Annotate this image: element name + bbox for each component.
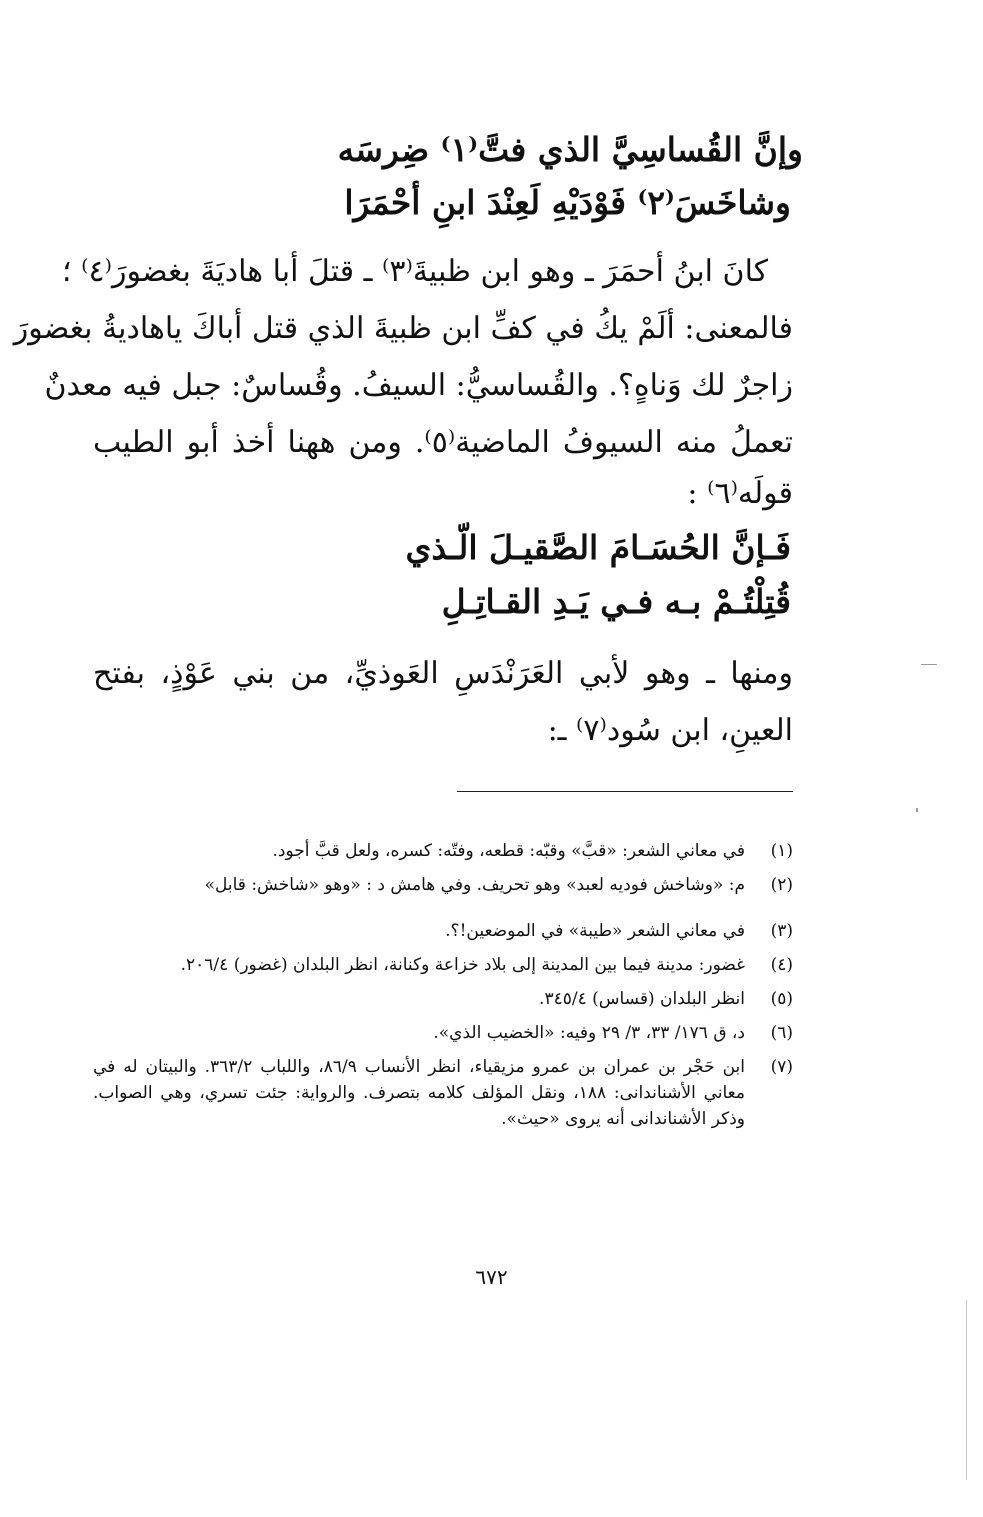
- paragraph-line: كانَ ابنُ أحمَرَ ـ وهو ابن ظبيةَ⁽٣⁾ ـ قتلَ أبا هاديَةَ بغضورَ⁽٤⁾ ؛: [62, 254, 768, 289]
- footnote-text: في معاني الشعر: «قبَّ» وقبّه: قطعه، وفتّه: كسره، ولعل قبَّ أجود.: [272, 841, 745, 861]
- paragraph-line: ومنها ـ وهو لأبي العَرَنْدَسِ العَوذيِّ، من بني عَوْذٍ، بفتح: [93, 656, 793, 691]
- scan-artifact-dash: [921, 664, 937, 665]
- paragraph-line: فالمعنى: ألَمْ يكُ في كفِّ ابن ظبيةَ الذي قتل أباكَ ياهاديةُ بغضورَ: [13, 311, 793, 346]
- footnote-number: (٣): [770, 921, 793, 941]
- footnote-6: [93, 1020, 793, 1046]
- commentary-paragraph-2: [93, 645, 793, 759]
- footnote-2: [93, 872, 793, 898]
- verse-1-second-hemistich: وشاخَسَ⁽٢⁾ فَوْدَيْهِ لَعِنْدَ ابنِ أحْمَرَا: [344, 183, 791, 222]
- footnote-number: (٢): [770, 875, 793, 895]
- paragraph-line: قولَه⁽٦⁾ :: [687, 476, 793, 511]
- footnote-number: (٤): [770, 955, 793, 975]
- footnote-number: (٦): [770, 1023, 793, 1043]
- footnote-1: [93, 838, 793, 864]
- paragraph-line: تعملُ منه السيوفُ الماضية⁽٥⁾. ومن ههنا أخذ أبو الطيب: [93, 425, 793, 460]
- footnotes: [93, 838, 793, 1140]
- footnote-number: (٥): [770, 989, 793, 1009]
- footnote-text: في معاني الشعر «طيبة» في الموضعين!؟.: [445, 921, 745, 941]
- page-number: ٦٧٢: [475, 1265, 508, 1289]
- footnote-4: [93, 952, 793, 978]
- footnote-text: انظر البلدان (قساس) ٣٤٥/٤.: [539, 989, 745, 1009]
- verse-2-first-hemistich: فَـإنَّ الحُسَـامَ الصَّقيـلَ الّـذي: [405, 528, 791, 567]
- verse-1-first-hemistich: وإنَّ القُساسِيَّ الذي فتَّ⁽١⁾ ضِرسَه: [337, 130, 803, 169]
- footnote-3: [93, 918, 793, 944]
- footnote-7: [93, 1054, 793, 1132]
- scan-artifact-line: [966, 1300, 967, 1480]
- footnote-text: د، ق ١٧٦/ ٣٣، ٣/ ٢٩ وفيه: «الخضيب الذي».: [433, 1023, 745, 1043]
- footnote-5: [93, 986, 793, 1012]
- footnote-text: م: «وشاخش فوديه لعبد» وهو تحريف. وفي هامش د : «وهو «شاخش: قابل»: [204, 875, 745, 895]
- footnote-text: غضور: مدينة فيما بين المدينة إلى بلاد خزاعة وكنانة، انظر البلدان (غضور) ٢٠٦/٤.: [180, 955, 745, 975]
- footnote-number: (٧): [770, 1057, 793, 1077]
- scan-artifact-dot: [916, 808, 918, 812]
- footnote-number: (١): [770, 841, 793, 861]
- commentary-paragraph-1: [13, 243, 793, 516]
- verse-2-second-hemistich: قُتِلْتُـمْ بـه فـي يَـدِ القـاتِـلِ: [441, 582, 791, 621]
- paragraph-line: زاجرٌ لك وَناهٍ؟. والقُساسيُّ: السيفُ. وقُساسٌ: جبل فيه معدنٌ: [44, 368, 793, 403]
- footnote-separator: [457, 791, 793, 792]
- paragraph-line: العينِ، ابن سُود⁽٧⁾ ـ:: [547, 713, 793, 748]
- footnote-text: ابن حَجْر بن عمران بن عمرو مزيقياء، انظر الأنساب ٨٦/٩، واللباب ٣٦٣/٢. والبيتان له في معاني الأشناندانى: ١٨٨، ونقل المؤلف كلامه بتصرف. والرواية: جئت تسري، وهي الصواب. وذكر الأشناندانى أنه يروى «حيث».: [93, 1057, 745, 1129]
